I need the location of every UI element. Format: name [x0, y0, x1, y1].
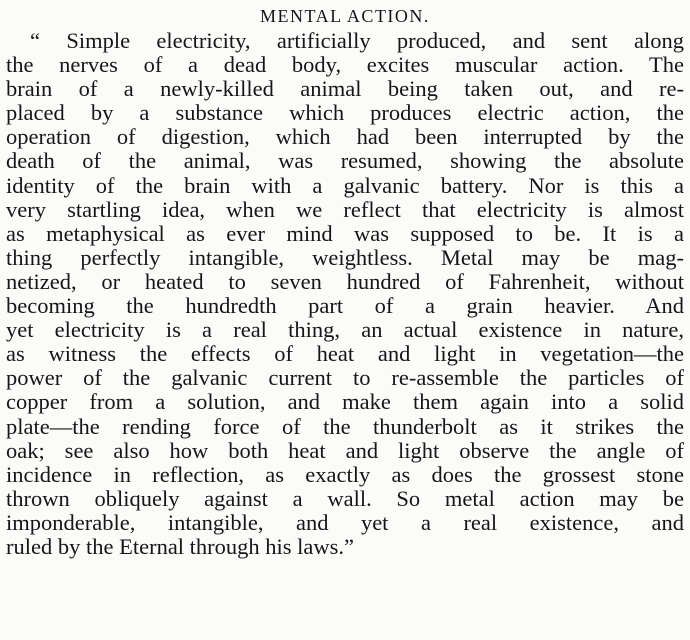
body-line: ruled by the Eternal through his laws.”	[6, 533, 355, 559]
body-line: thrown obliquely against a wall. So metal action may be	[6, 485, 684, 511]
body-line: oak; see also how both heat and light observe the angle of	[6, 437, 684, 463]
body-line: becoming the hundredth part of a grain heavier. And	[6, 293, 684, 319]
body-line: imponderable, intangible, and yet a real existence, and	[6, 509, 684, 535]
body-line: copper from a solution, and make them again into a solid	[6, 389, 684, 415]
body-line: very startling idea, when we reflect that electricity is almost	[6, 196, 684, 222]
body-line: brain of a newly-killed animal being taken out, and re-	[6, 76, 684, 102]
article-body	[6, 29, 684, 559]
body-line: thing perfectly intangible, weightless. Metal may be mag-	[6, 244, 684, 270]
body-line: death of the animal, was resumed, showing the absolute	[6, 148, 684, 174]
body-line: netized, or heated to seven hundred of Fahrenheit, without	[6, 268, 684, 294]
body-line: operation of digestion, which had been interrupted by the	[6, 124, 684, 150]
body-line: as metaphysical as ever mind was supposed to be. It is a	[6, 220, 684, 246]
body-line: power of the galvanic current to re-assemble the particles of	[6, 365, 684, 391]
body-line: plate—the rending force of the thunderbolt as it strikes the	[6, 413, 684, 439]
article-title: MENTAL ACTION.	[260, 6, 430, 26]
body-line: incidence in reflection, as exactly as does the grossest stone	[6, 461, 684, 487]
body-line: “ Simple electricity, artificially produced, and sent along	[30, 28, 684, 53]
body-line: as witness the effects of heat and light in vegetation—the	[6, 341, 684, 367]
body-line: identity of the brain with a galvanic battery. Nor is this a	[6, 172, 684, 198]
body-line: yet electricity is a real thing, an actual existence in nature,	[6, 317, 684, 343]
body-line: the nerves of a dead body, excites muscular action. The	[6, 52, 684, 78]
body-line: placed by a substance which produces electric action, the	[6, 100, 684, 126]
